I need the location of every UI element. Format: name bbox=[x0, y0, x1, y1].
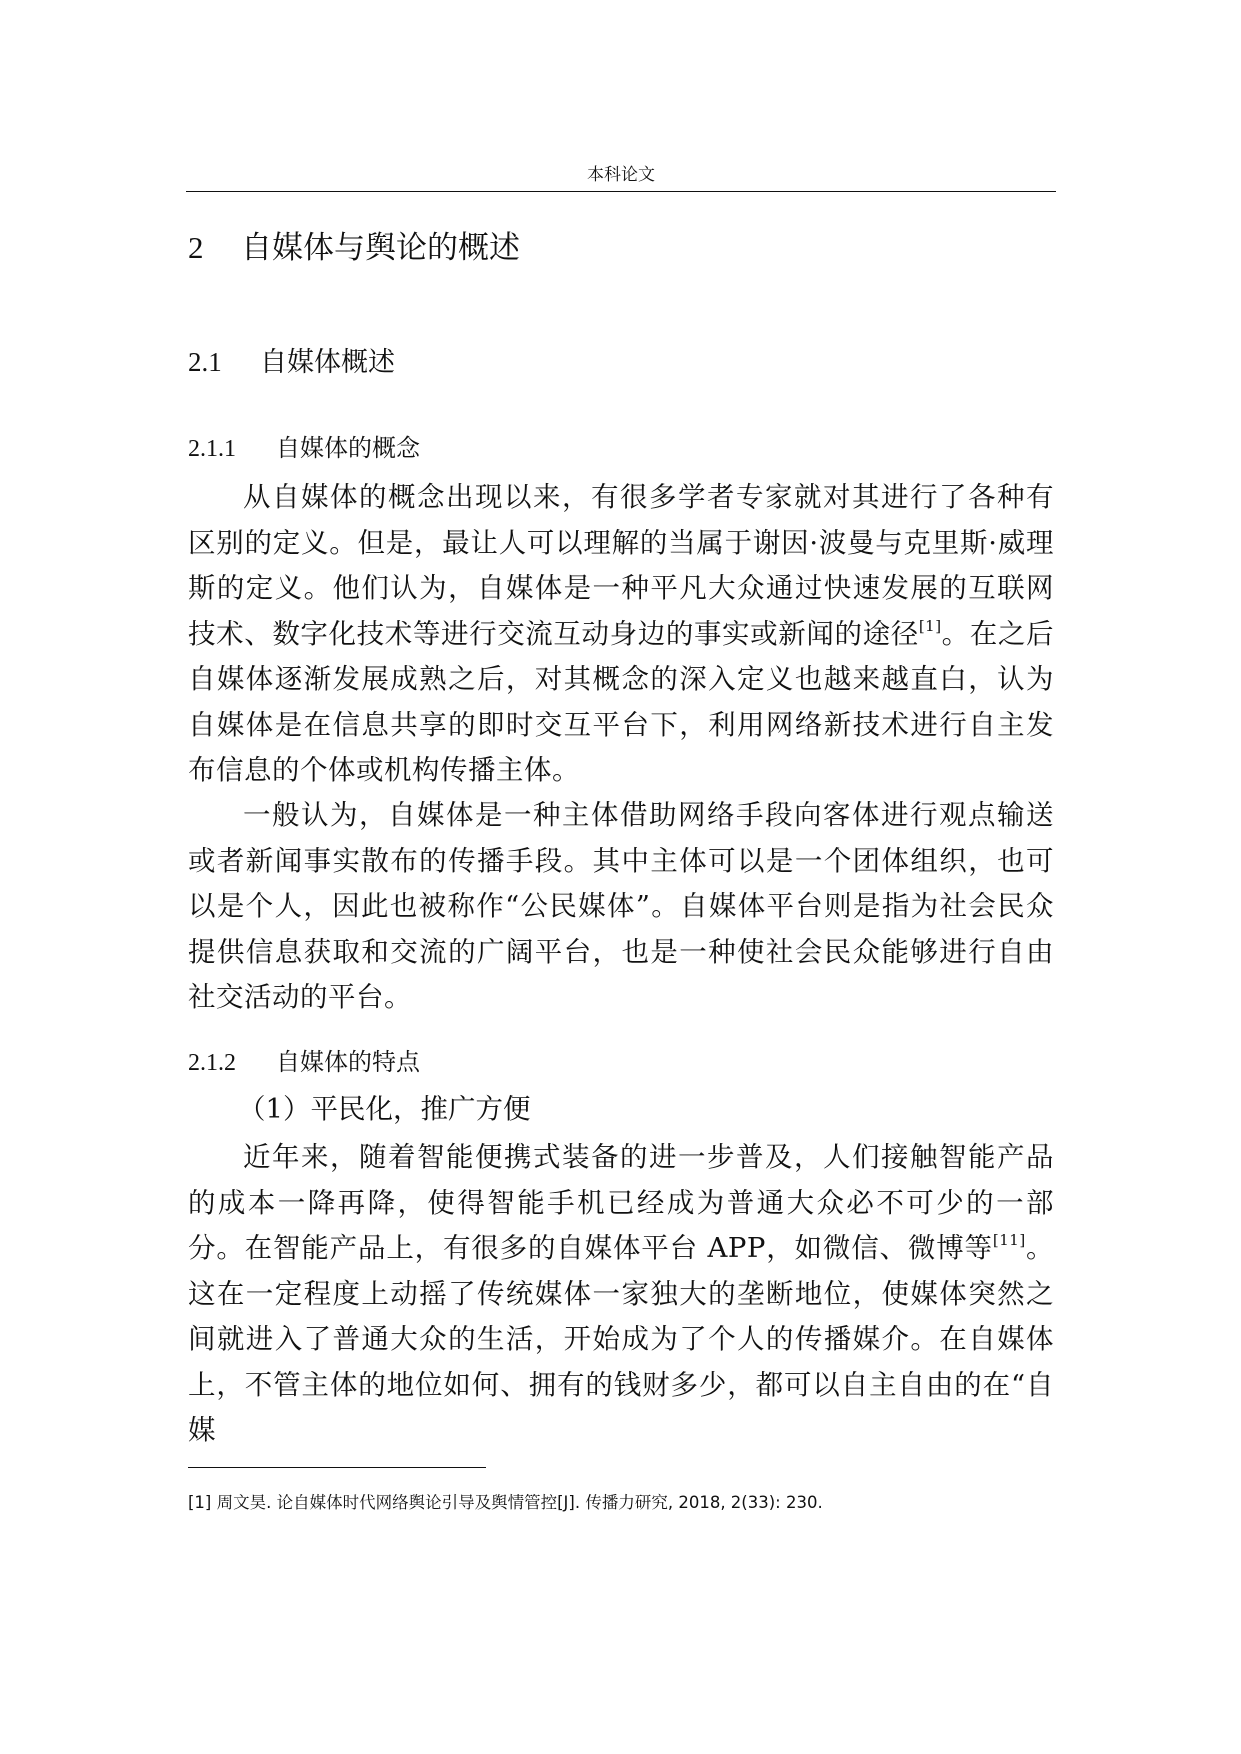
citation-ref: [11] bbox=[992, 1231, 1026, 1249]
subsection-heading-1 bbox=[188, 431, 420, 466]
footnote-rule bbox=[188, 1467, 486, 1468]
subsection-number: 2.1.2 bbox=[188, 1050, 236, 1076]
chapter-number: 2 bbox=[188, 230, 204, 265]
paragraph-text: 近年来，随着智能便携式装备的进一步普及，人们接触智能产品的成本一降再降，使得智能手机已经成为普通大众必不可少的一部分。在智能产品上，有很多的自媒体平台 APP，如微信、微博等 bbox=[188, 1141, 1054, 1264]
subsection-number: 2.1.1 bbox=[188, 436, 236, 462]
paragraph-text: 从自媒体的概念出现以来，有很多学者专家就对其进行了各种有区别的定义。但是，最让人可以理解的当属于谢因·波曼与克里斯·威理斯的定义。他们认为，自媒体是一种平凡大众通过快速发展的互联网技术、数字化技术等进行交流互动身边的事实或新闻的途径 bbox=[188, 481, 1054, 650]
subsection-title: 自媒体的特点 bbox=[276, 1048, 420, 1076]
header-rule bbox=[186, 191, 1056, 192]
subsection-heading-2 bbox=[188, 1045, 420, 1080]
citation-ref: [1] bbox=[918, 616, 942, 635]
section-number: 2.1 bbox=[188, 347, 222, 377]
paragraph-features-1 bbox=[188, 1135, 1054, 1454]
footnote: [1] 周文昊. 论自媒体时代网络舆论引导及舆情管控[J]. 传播力研究, 2018, 2(33): 230. bbox=[188, 1493, 823, 1512]
chapter-title: 自媒体与舆论的概述 bbox=[241, 230, 520, 266]
chapter-heading bbox=[188, 228, 520, 268]
paragraph-concept-1 bbox=[188, 475, 1054, 794]
subsection-title: 自媒体的概念 bbox=[276, 434, 420, 462]
list-item-heading: （1）平民化，推广方便 bbox=[238, 1093, 531, 1125]
paragraph-concept-2: 一般认为，自媒体是一种主体借助网络手段向客体进行观点输送或者新闻事实散布的传播手段。其中主体可以是一个团体组织，也可以是个人，因此也被称作“公民媒体”。自媒体平台则是指为社会民众提供信息获取和交流的广阔平台，也是一种使社会民众能够进行自由社交活动的平台。 bbox=[188, 799, 1054, 1013]
paragraph-text: 。这在一定程度上动摇了传统媒体一家独大的垄断地位，使媒体突然之间就进入了普通大众的生活，开始成为了个人的传播媒介。在自媒体上，不管主体的地位如何、拥有的钱财多少，都可以自主自由的在“自媒 bbox=[188, 1232, 1055, 1446]
running-header: 本科论文 bbox=[587, 165, 655, 185]
section-title: 自媒体概述 bbox=[260, 347, 395, 378]
section-heading bbox=[188, 344, 395, 381]
paragraph-text: 。在之后自媒体逐渐发展成熟之后，对其概念的深入定义也越来越直白，认为自媒体是在信息共享的即时交互平台下，利用网络新技术进行自主发布信息的个体或机构传播主体。 bbox=[188, 617, 1055, 786]
